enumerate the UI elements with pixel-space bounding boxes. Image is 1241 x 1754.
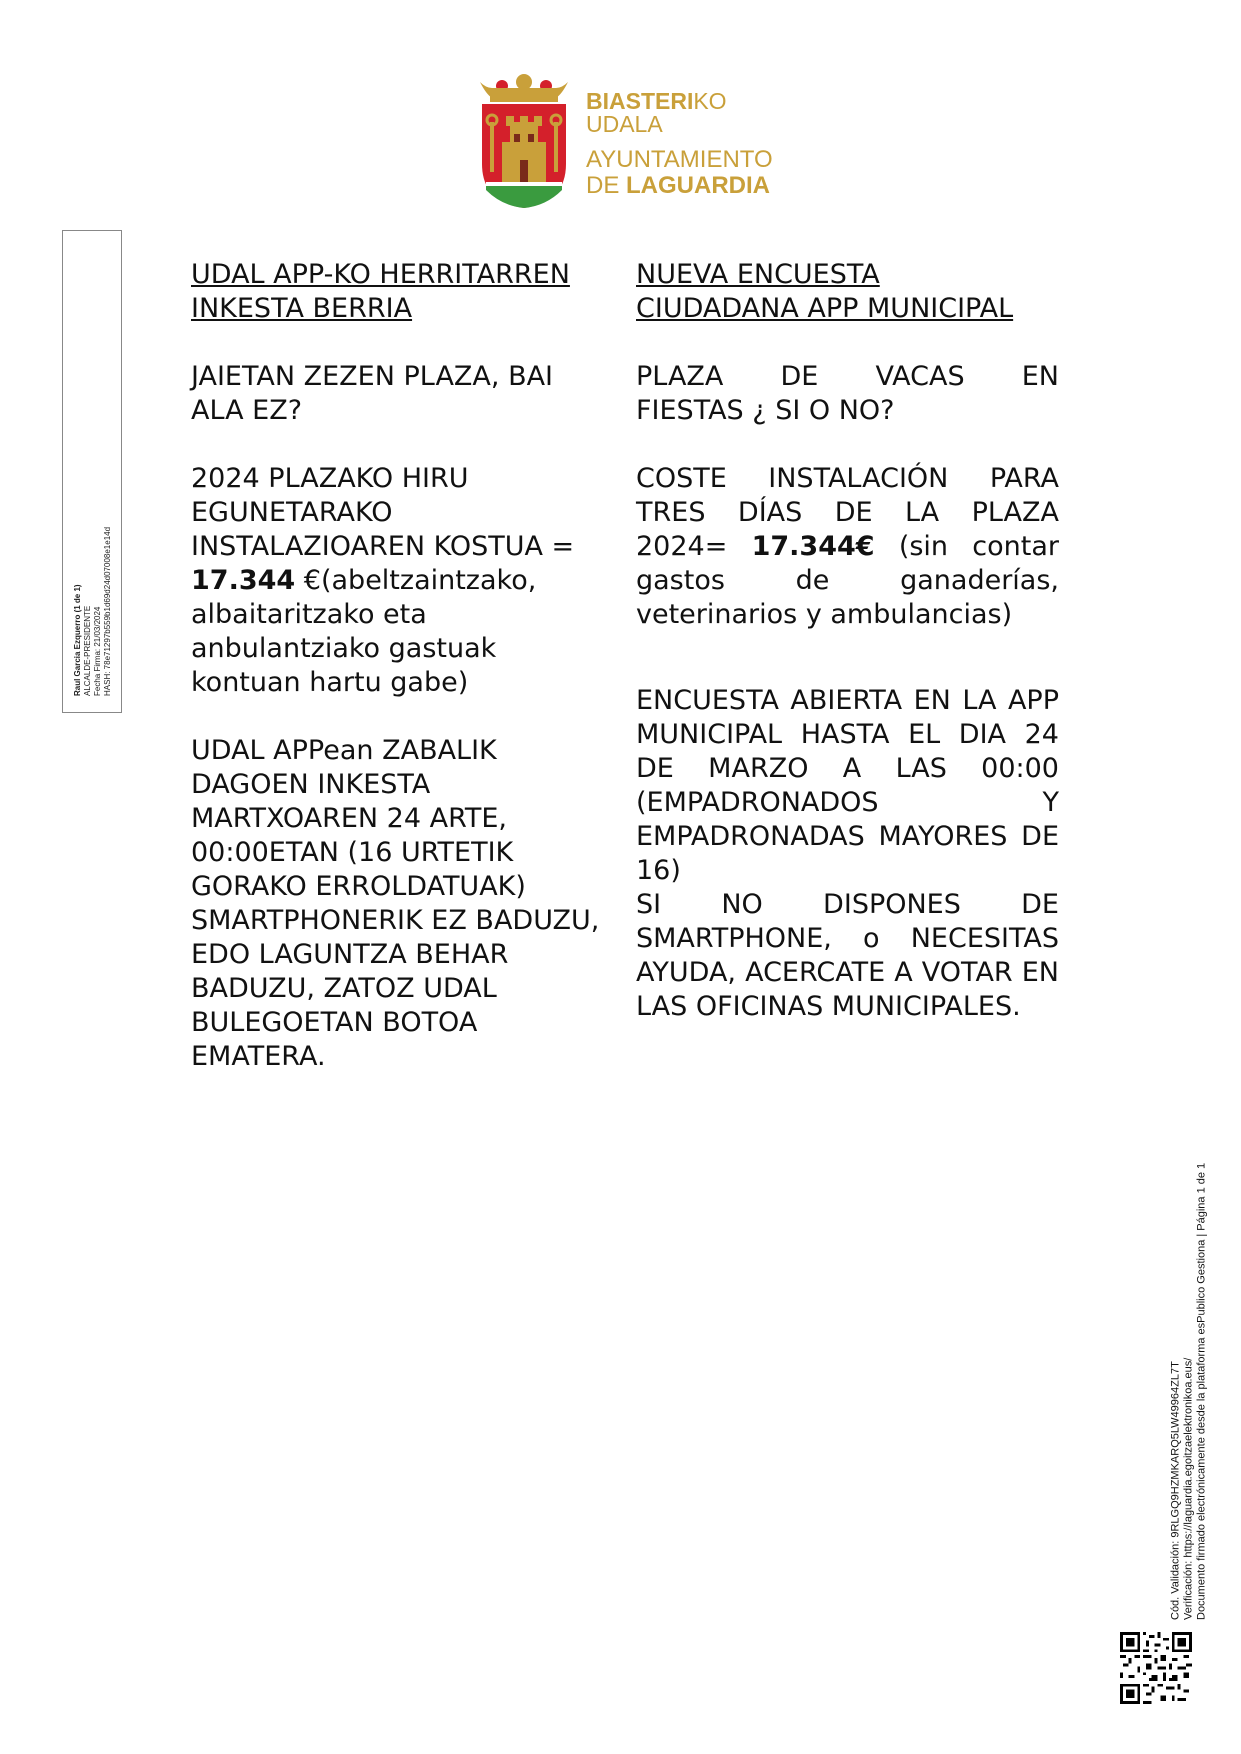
signature-box <box>62 230 122 713</box>
spanish-column <box>636 258 1059 1058</box>
basque-column <box>191 258 611 1108</box>
spanish-survey: ENCUESTA ABIERTA EN LA APP MUNICIPAL HASTA EL DIA 24 DE MARZO A LAS 00:00 (EMPADRONADOS Y EMPADRONADAS MAYORES DE 16) <box>636 685 1059 886</box>
validation-code: Cód. Validación: 9RLGQ9HZMKARQ5LW49964ZL7T <box>1169 1361 1182 1620</box>
logo-text <box>586 90 773 198</box>
logo-line-1: BIASTERIKO <box>586 88 727 114</box>
municipal-logo <box>472 72 776 212</box>
basque-question: JAIETAN ZEZEN PLAZA, BAI ALA EZ? <box>191 361 554 426</box>
signature-date: Fecha Firma: 21/03/2024 <box>93 606 102 696</box>
spanish-title: NUEVA ENCUESTA CIUDADANA APP MUNICIPAL <box>636 259 1014 324</box>
logo-line-3: AYUNTAMIENTO <box>586 146 773 173</box>
spanish-help: SI NO DISPONES DE SMARTPHONE, o NECESITAS AYUDA, ACERCATE A VOTAR EN LAS OFICINAS MUNICIPALES. <box>636 889 1059 1022</box>
spanish-question: PLAZA DE VACAS EN FIESTAS ¿ SI O NO? <box>636 361 1059 426</box>
signature-hash: HASH: 78e71297b559b1d69d24d07008e1e14d <box>103 526 112 696</box>
basque-survey: UDAL APPean ZABALIK DAGOEN INKESTA MARTXOAREN 24 ARTE, 00:00ETAN (16 URTETIK GORAKO ERROLDATUAK) SMARTPHONERIK EZ BADUZU, EDO LAGUNTZA BEHAR BADUZU, ZATOZ UDAL BULEGOETAN BOTOA EMATERA. <box>191 735 600 1072</box>
signer-name: Raul Garcia Ezquerro (1 de 1) <box>73 584 82 696</box>
basque-title: UDAL APP-KO HERRITARREN INKESTA BERRIA <box>191 259 570 324</box>
qr-code-icon <box>1120 1632 1192 1704</box>
logo-line-2: UDALA <box>586 111 663 137</box>
verification-note: Documento firmado electrónicamente desde la plataforma esPublico Gestiona | Página 1 de 1 <box>1195 1162 1208 1620</box>
coat-of-arms-icon <box>472 72 576 212</box>
basque-cost: 2024 PLAZAKO HIRU EGUNETARAKO INSTALAZIOAREN KOSTUA = 17.344 €(abeltzaintzako, albaitaritzako eta anbulantziako gastuak kontuan hartu gabe) <box>191 463 575 698</box>
signature-text <box>73 246 113 696</box>
verification-url: Verificación: https://laguardia.egoitzaelektronikoa.eus/ <box>1182 1357 1195 1620</box>
verification-text <box>1170 1100 1209 1620</box>
signer-role: ALCALDE-PRESIDENTE <box>83 605 92 696</box>
spanish-cost: COSTE INSTALACIÓN PARA TRES DÍAS DE LA PLAZA 2024= 17.344€ (sin contar gastos de ganaderías, veterinarios y ambulancias) <box>636 463 1059 630</box>
logo-line-4: DE LAGUARDIA <box>586 172 771 199</box>
